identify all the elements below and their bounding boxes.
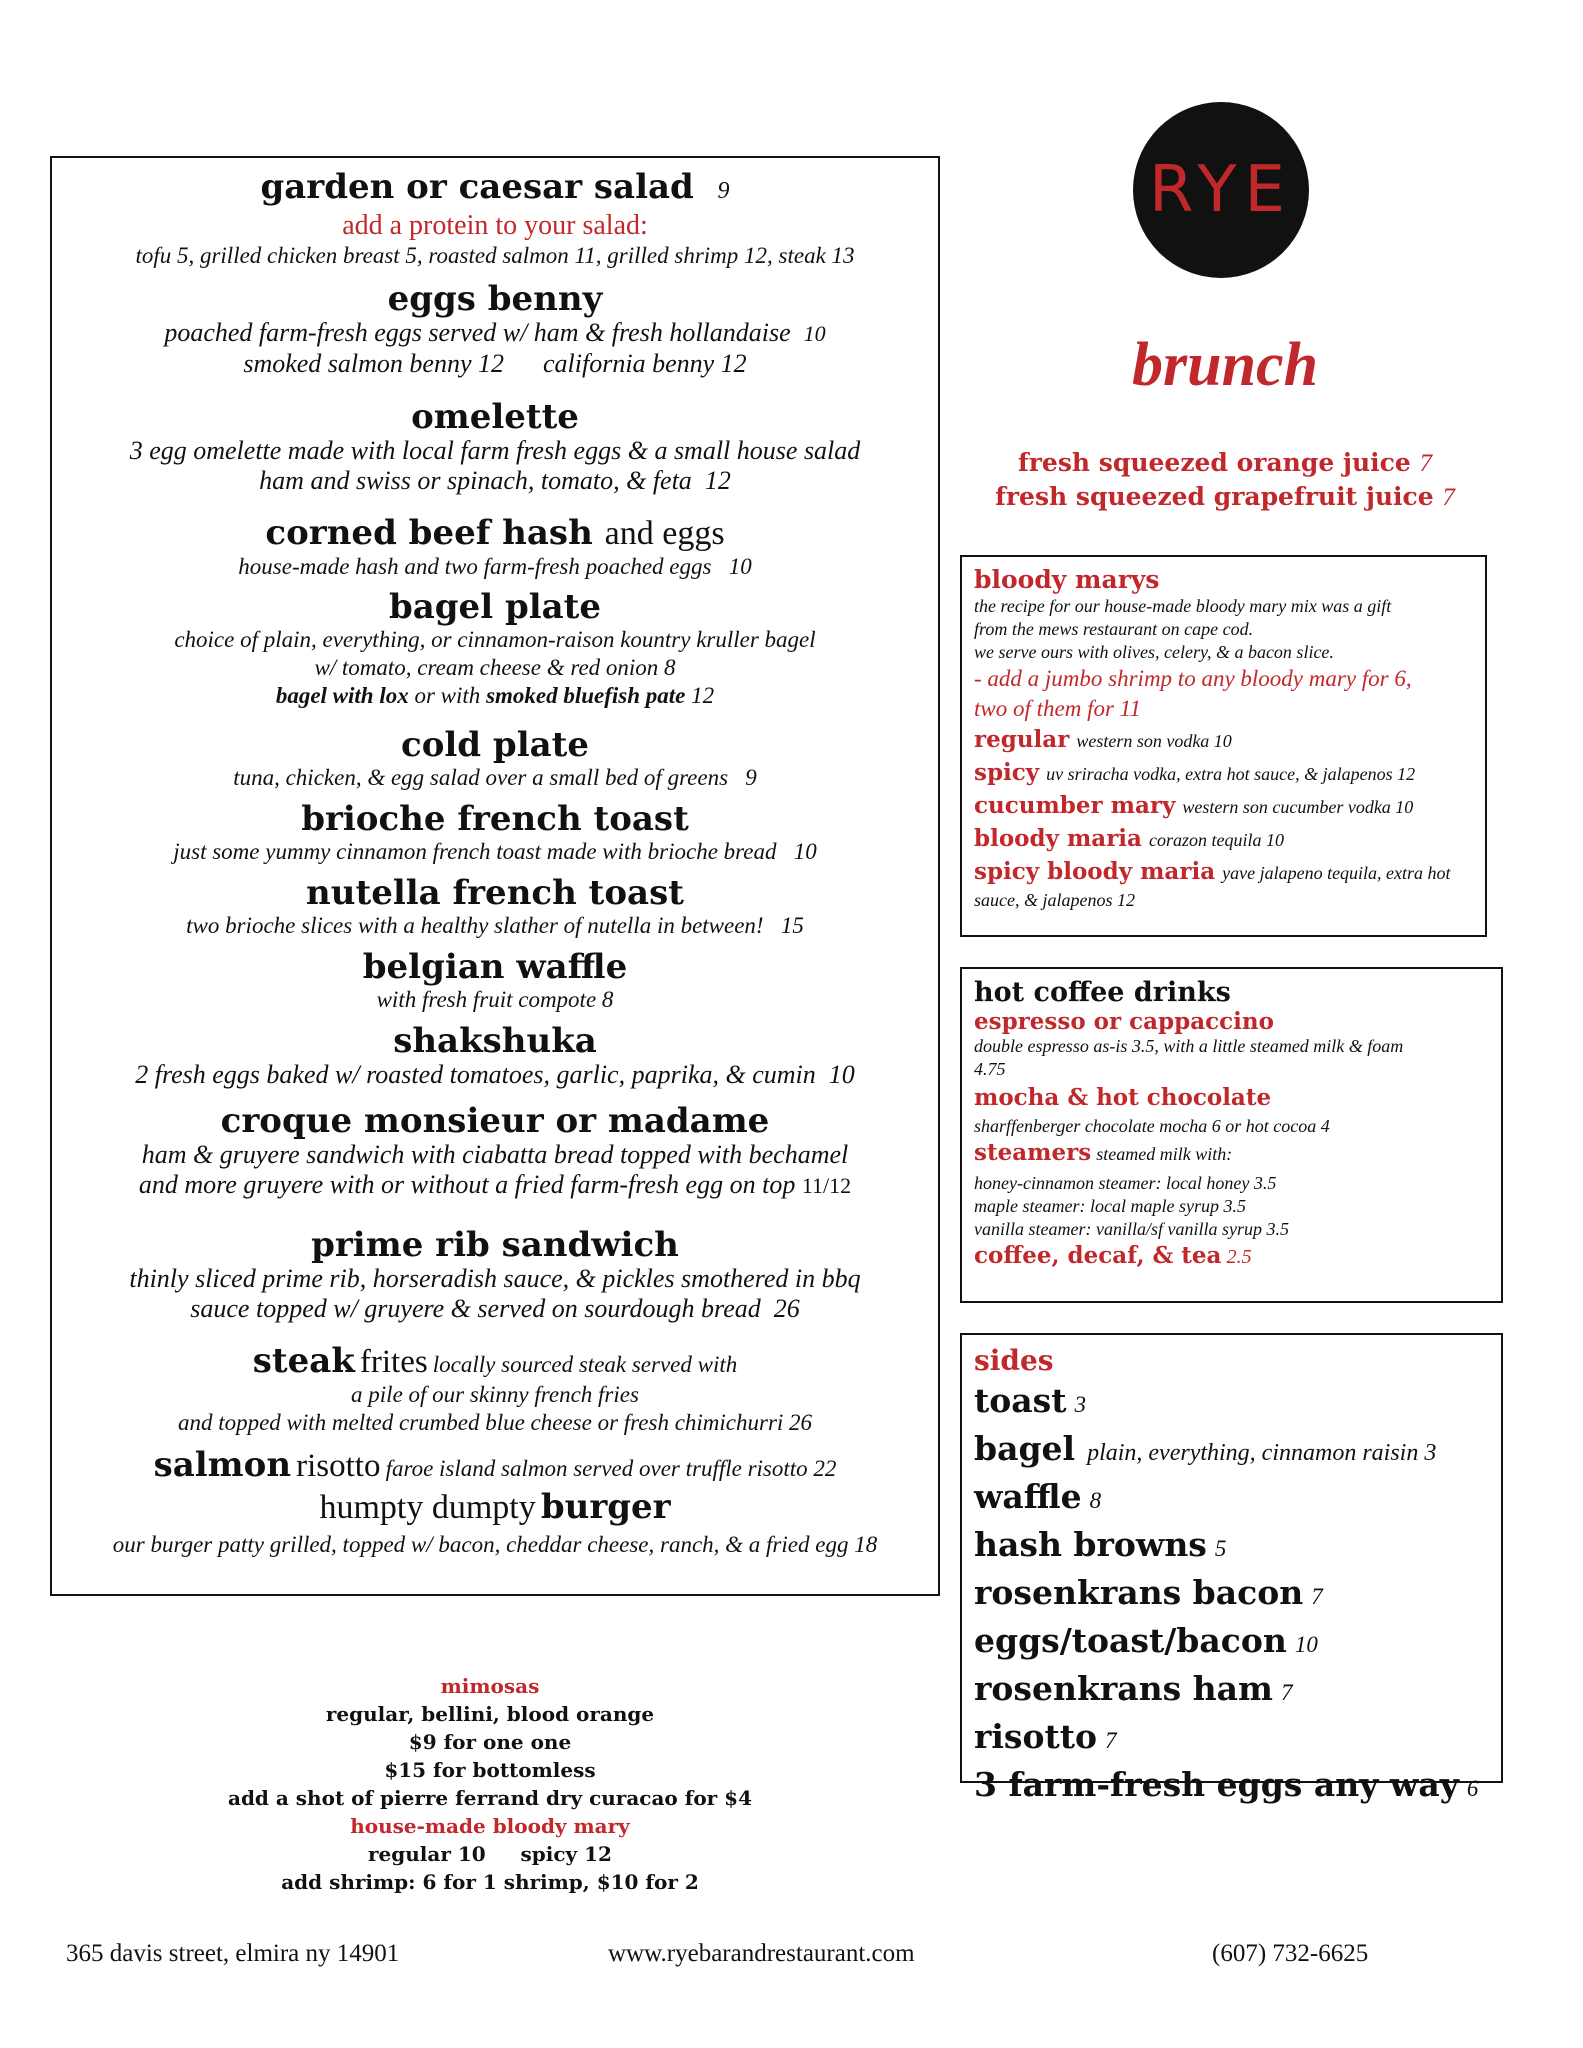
side-price: 7: [1311, 1584, 1323, 1609]
menu-item-steak-frites: [52, 1342, 938, 1437]
side-name: eggs/toast/bacon: [974, 1621, 1287, 1660]
item-name: prime rib sandwich: [311, 1225, 679, 1265]
side-name: rosenkrans bacon: [974, 1573, 1304, 1612]
shrimp-addon: two of them for 11: [974, 696, 1141, 721]
item-price: 15: [780, 913, 804, 938]
coffee-desc: steamed milk with:: [1096, 1144, 1233, 1164]
menu-item-eggs-benny: [52, 280, 938, 379]
item-name: omelette: [411, 397, 579, 437]
coffee-desc: 4.75: [974, 1059, 1006, 1079]
item-price: 11/12: [801, 1173, 852, 1198]
item-name-suffix: frites: [359, 1344, 428, 1380]
juice-price: 7: [1442, 484, 1455, 511]
bloody-name: bloody maria: [974, 825, 1142, 852]
side-item: [974, 1619, 1489, 1667]
bloody-desc: western son vodka 10: [1076, 731, 1232, 751]
bloody-name: spicy: [974, 759, 1040, 786]
item-name: brioche french toast: [301, 799, 689, 839]
item-desc: tuna, chicken, & egg salad over a small bed of greens: [233, 765, 729, 790]
mimosas-line: add a shot of pierre ferrand dry curacao for $4: [227, 1786, 752, 1810]
shrimp-addon: - add a jumbo shrimp to any bloody mary for 6,: [974, 666, 1412, 691]
item-desc: a pile of our skinny french fries: [351, 1382, 639, 1407]
side-item: [974, 1427, 1489, 1475]
side-price: 10: [1294, 1632, 1318, 1657]
section-desc: the recipe for our house-made bloody mary mix was a gift: [974, 596, 1392, 616]
side-name: waffle: [974, 1477, 1082, 1516]
juice-name: fresh squeezed orange juice: [1018, 448, 1411, 477]
item-desc: ham & gruyere sandwich with ciabatta bread topped with bechamel: [141, 1140, 849, 1169]
side-price: 7: [1280, 1680, 1293, 1705]
item-desc: with fresh fruit compote 8: [376, 987, 614, 1012]
item-name-prefix: humpty dumpty: [319, 1489, 536, 1526]
menu-item-prime-rib: [52, 1226, 938, 1324]
side-price: 8: [1089, 1488, 1102, 1513]
coffee-desc: vanilla steamer: vanilla/sf vanilla syrup 3.5: [974, 1219, 1289, 1239]
juice-price: 7: [1419, 450, 1432, 477]
item-desc: w/ tomato, cream cheese & red onion 8: [314, 655, 676, 680]
item-desc: our burger patty grilled, topped w/ bacon, cheddar cheese, ranch, & a fried egg 18: [112, 1532, 878, 1557]
side-item: [974, 1523, 1489, 1571]
bloody-mary-line: [150, 1840, 830, 1868]
item-desc: just some yummy cinnamon french toast made with brioche bread: [173, 839, 777, 864]
bloody-item: [974, 790, 1473, 823]
bloody-name: regular: [974, 726, 1070, 753]
side-name: risotto: [974, 1717, 1098, 1756]
item-name: eggs benny: [387, 279, 603, 319]
item-desc: locally sourced steak served with: [432, 1352, 738, 1377]
side-price: 5: [1214, 1536, 1227, 1561]
mimosas-line: regular, bellini, blood orange: [325, 1702, 655, 1726]
item-price: 10: [793, 839, 817, 864]
juice-item: [960, 482, 1490, 512]
menu-item-nutella-french-toast: [52, 874, 938, 940]
sides-box: [960, 1333, 1503, 1804]
or-with-text: or with: [414, 683, 481, 708]
bloody-item: [974, 856, 1473, 889]
item-name: croque monsieur or madame: [220, 1101, 770, 1141]
side-item: [974, 1715, 1489, 1763]
item-price: 12: [704, 466, 731, 495]
side-item: [974, 1571, 1489, 1619]
side-item: [974, 1667, 1489, 1715]
bloody-item: [974, 823, 1473, 856]
section-title: sides: [974, 1344, 1054, 1377]
item-name: salmon: [153, 1445, 292, 1485]
bloody-item: [974, 724, 1473, 757]
menu-item-shakshuka: [52, 1022, 938, 1090]
item-name: shakshuka: [393, 1021, 597, 1061]
drinks-section: [150, 1672, 830, 1896]
bloody-item: [974, 757, 1473, 790]
coffee-price: 2.5: [1226, 1246, 1252, 1268]
item-name: nutella french toast: [306, 873, 684, 913]
side-price: 3: [1074, 1392, 1086, 1417]
menu-item-croque: [52, 1102, 938, 1201]
side-name: rosenkrans ham: [974, 1669, 1273, 1708]
footer-website[interactable]: www.ryebarandrestaurant.com: [608, 1940, 915, 1967]
benny-variant: smoked salmon benny 12: [243, 349, 505, 378]
section-desc: from the mews restaurant on cape cod.: [974, 619, 1254, 639]
juice-item: [960, 448, 1490, 478]
item-desc: faroe island salmon served over truffle risotto 22: [385, 1456, 837, 1481]
coffee-item: coffee, decaf, & tea: [974, 1242, 1222, 1269]
menu-item-omelette: [52, 398, 938, 496]
coffee-desc: honey-cinnamon steamer: local honey 3.5: [974, 1173, 1277, 1193]
menu-item-belgian-waffle: [52, 948, 938, 1014]
main-menu-box: [50, 156, 940, 1596]
item-desc: sauce topped w/ gruyere & served on sourdough bread: [190, 1294, 761, 1323]
logo-text: RYE: [1149, 153, 1293, 227]
item-price: 10: [828, 1060, 855, 1089]
mimosas-line: $9 for one one: [408, 1730, 572, 1754]
menu-item-corned-beef-hash: [52, 514, 938, 581]
bloody-mary-spicy: spicy 12: [520, 1842, 612, 1866]
bagel-bluefish: smoked bluefish pate: [486, 683, 686, 708]
side-name: bagel: [974, 1429, 1076, 1468]
side-price: 7: [1105, 1728, 1117, 1753]
bloody-name: cucumber mary: [974, 792, 1176, 819]
item-price: 9: [717, 178, 730, 204]
side-item: [974, 1475, 1489, 1523]
item-desc: thinly sliced prime rib, horseradish sauce, & pickles smothered in bbq: [129, 1264, 861, 1293]
item-price: 9: [745, 765, 757, 790]
item-name-suffix: risotto: [296, 1448, 381, 1484]
item-name: burger: [540, 1487, 671, 1527]
side-name: toast: [974, 1381, 1067, 1420]
bloody-mary-regular: regular 10: [368, 1842, 486, 1866]
item-desc: and more gruyere with or without a fried farm-fresh egg on top: [138, 1170, 796, 1199]
bloody-desc: western son cucumber vodka 10: [1182, 797, 1414, 817]
item-desc: choice of plain, everything, or cinnamon-raison kountry kruller bagel: [174, 627, 816, 652]
protein-options: tofu 5, grilled chicken breast 5, roasted salmon 11, grilled shrimp 12, steak 13: [135, 243, 855, 268]
menu-item-brioche-french-toast: [52, 800, 938, 866]
item-name-suffix: and eggs: [604, 515, 725, 552]
rye-logo: [1133, 102, 1309, 278]
coffee-item: mocha & hot chocolate: [974, 1084, 1272, 1111]
item-name: belgian waffle: [362, 947, 628, 987]
item-price: 10: [803, 321, 826, 346]
item-price: 10: [728, 554, 752, 579]
side-name: 3 farm-fresh eggs any way: [974, 1765, 1459, 1804]
mimosas-title: mimosas: [440, 1674, 540, 1698]
bloody-marys-box: [960, 555, 1487, 937]
menu-item-cold-plate: [52, 726, 938, 792]
side-name: hash browns: [974, 1525, 1207, 1564]
bloody-desc: uv sriracha vodka, extra hot sauce, & jalapenos 12: [1046, 764, 1416, 784]
side-price: plain, everything, cinnamon raisin 3: [1087, 1440, 1437, 1466]
item-name: corned beef hash: [265, 513, 593, 553]
bagel-lox: bagel with lox: [275, 683, 409, 708]
item-desc: ham and swiss or spinach, tomato, & feta: [259, 466, 692, 495]
side-item: [974, 1379, 1489, 1427]
coffee-desc: double espresso as-is 3.5, with a little steamed milk & foam: [974, 1036, 1404, 1056]
benny-variant: california benny 12: [543, 349, 747, 378]
mimosas-line: $15 for bottomless: [384, 1758, 596, 1782]
footer-address: 365 davis street, elmira ny 14901: [66, 1940, 400, 1967]
item-desc: and topped with melted crumbed blue cheese or fresh chimichurri 26: [177, 1410, 813, 1435]
bloody-mary-line: add shrimp: 6 for 1 shrimp, $10 for 2: [281, 1870, 699, 1894]
section-title: bloody marys: [974, 565, 1160, 594]
item-name: bagel plate: [388, 587, 602, 627]
item-desc: house-made hash and two farm-fresh poached eggs: [238, 554, 712, 579]
item-price: 26: [773, 1294, 800, 1323]
item-price: 12: [691, 683, 715, 708]
coffee-desc: maple steamer: local maple syrup 3.5: [974, 1196, 1246, 1216]
item-desc: 3 egg omelette made with local farm fresh eggs & a small house salad: [129, 436, 861, 465]
item-desc: 2 fresh eggs baked w/ roasted tomatoes, garlic, paprika, & cumin: [135, 1060, 816, 1089]
item-name: garden or caesar salad: [260, 167, 694, 207]
footer-phone[interactable]: (607) 732-6625: [1212, 1940, 1369, 1967]
coffee-desc: sharffenberger chocolate mocha 6 or hot cocoa 4: [974, 1116, 1330, 1136]
section-title: hot coffee drinks: [974, 977, 1231, 1008]
side-price: 6: [1466, 1776, 1479, 1801]
bloody-desc: corazon tequila 10: [1148, 830, 1284, 850]
side-item: [974, 1763, 1489, 1811]
menu-item-bagel-plate: [52, 588, 938, 710]
bloody-desc: yave jalapeno tequila, extra hot: [1222, 863, 1451, 883]
menu-item-burger: [52, 1488, 938, 1559]
coffee-item: espresso or cappaccino: [974, 1008, 1274, 1035]
page-title: brunch: [1131, 331, 1319, 399]
juice-name: fresh squeezed grapefruit juice: [995, 482, 1434, 511]
item-desc: two brioche slices with a healthy slather of nutella in between!: [186, 913, 764, 938]
bloody-name: spicy bloody maria: [974, 858, 1216, 885]
menu-item-caesar-salad: [52, 168, 938, 270]
section-desc: we serve ours with olives, celery, & a bacon slice.: [974, 642, 1334, 662]
item-desc: poached farm-fresh eggs served w/ ham & fresh hollandaise: [164, 318, 791, 347]
menu-item-salmon-risotto: [52, 1446, 938, 1485]
bloody-desc-continued: sauce, & jalapenos 12: [974, 890, 1135, 910]
item-name: cold plate: [401, 725, 589, 765]
protein-title: add a protein to your salad:: [342, 210, 648, 241]
item-name: steak: [252, 1341, 355, 1381]
hot-coffee-box: [960, 967, 1503, 1303]
bloody-mary-title: house-made bloody mary: [350, 1814, 630, 1838]
coffee-item: steamers: [974, 1139, 1092, 1166]
